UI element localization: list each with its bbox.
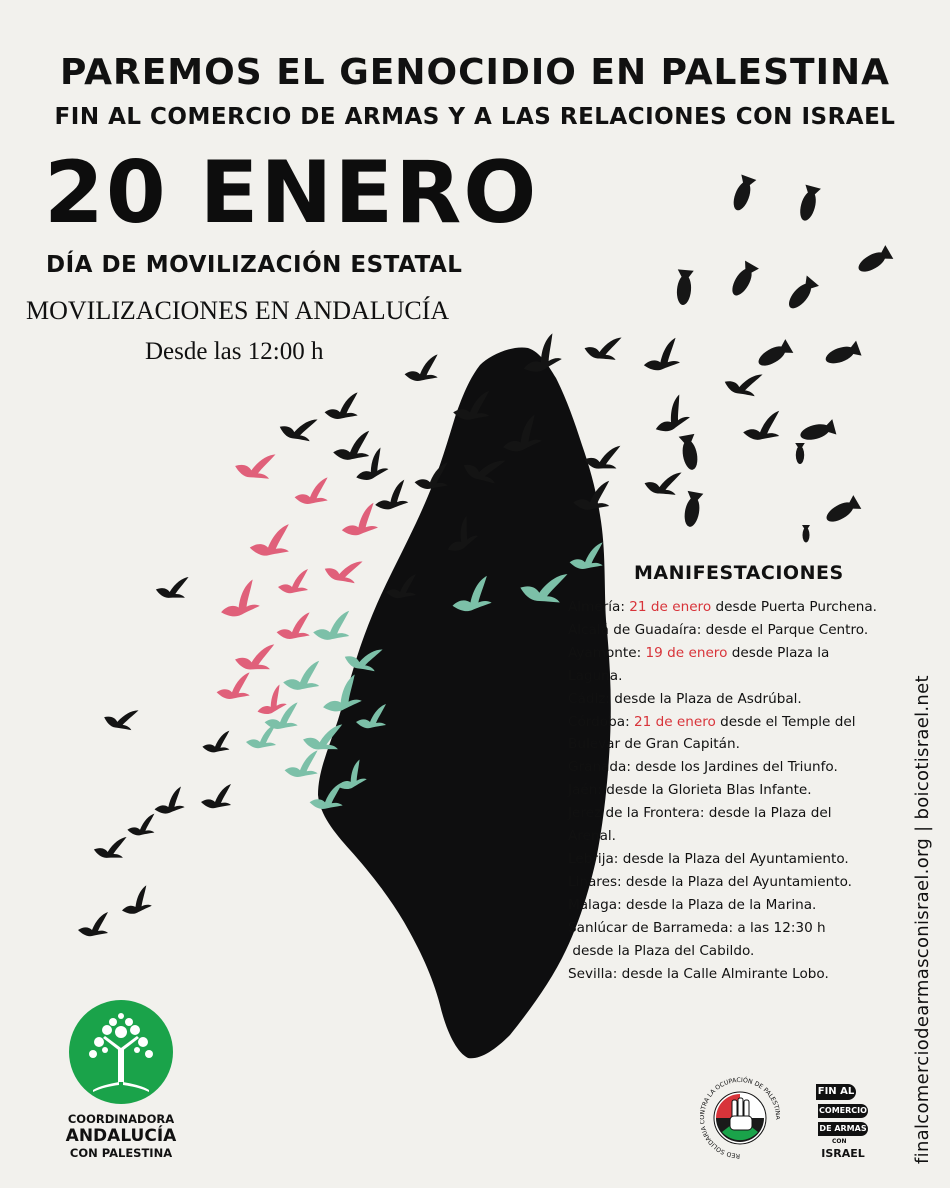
manifestacion-line xyxy=(568,802,898,825)
manifestacion-text: Sevilla: desde la Calle Almirante Lobo. xyxy=(568,965,829,982)
manifestacion-line xyxy=(568,642,898,665)
sidebar-url xyxy=(890,654,933,1164)
manifestacion-text: Jerez de la Frontera: desde la Plaza del xyxy=(568,805,832,822)
manifestacion-line xyxy=(568,756,898,779)
manifestacion-date: 21 de enero xyxy=(629,599,712,615)
manifestacion-date: 19 de enero xyxy=(645,644,728,661)
manifestacion-line xyxy=(568,665,898,688)
org-logo-line1: COORDINADORA xyxy=(67,1112,175,1126)
sidebar-url-text[interactable]: finalcomerciodearmasconisrael.org | boicotisrael.net xyxy=(912,675,933,1164)
manifestacion-text: desde el Temple del xyxy=(715,713,856,730)
red-solidaria-ring-text: RED SOLIDARIA TRA LA OCUPACIÓN DE PALESTI xyxy=(700,1076,780,1160)
fin-logo-line5: ISRAEL xyxy=(821,1147,865,1160)
manifestacion-line xyxy=(568,940,898,963)
red-solidaria-logo xyxy=(700,1076,780,1162)
org-logo-line2: ANDALUCÍA xyxy=(65,1126,177,1146)
tree-icon xyxy=(69,1000,173,1104)
manifestacion-text: Almería: xyxy=(568,599,630,615)
subheadline: FIN AL COMERCIO DE ARMAS Y A LAS RELACIONES CON ISRAEL xyxy=(54,104,896,130)
manifestacion-text: Laguna. xyxy=(568,667,623,684)
fin-comercio-logo xyxy=(812,1080,878,1166)
manifestaciones-heading: MANIFESTACIONES xyxy=(634,562,844,584)
fin-logo-line4: CON xyxy=(832,1138,847,1145)
event-date: 20 ENERO xyxy=(44,143,539,243)
manifestacion-text: Alcalá de Guadaíra: desde el Parque Centro. xyxy=(568,621,869,638)
manifestacion-text: Córdoba: xyxy=(568,713,634,730)
manifestacion-line xyxy=(568,688,898,711)
start-time: Desde las 12:00 h xyxy=(145,338,324,365)
manifestacion-date: 21 de enero xyxy=(633,713,716,730)
falling-bombs xyxy=(675,174,894,542)
manifestacion-text: Linares: desde la Plaza del Ayuntamiento. xyxy=(568,873,852,890)
org-logo-line3: CON PALESTINA xyxy=(69,1146,173,1160)
event-label: DÍA DE MOVILIZACIÓN ESTATAL xyxy=(46,252,463,278)
fin-logo-line1: FIN AL xyxy=(816,1084,856,1100)
manifestacion-text: Sanlúcar de Barrameda: a las 12:30 h xyxy=(568,919,826,936)
manifestacion-text: Arenal. xyxy=(568,828,616,845)
manifestacion-line xyxy=(568,894,898,917)
manifestacion-line xyxy=(568,825,898,848)
manifestacion-text: Granada: desde los Jardines del Triunfo. xyxy=(568,759,838,776)
fin-logo-line2: COMERCIO xyxy=(818,1104,868,1118)
manifestaciones-list xyxy=(568,596,898,985)
manifestacion-line xyxy=(568,963,898,986)
manifestacion-line xyxy=(568,779,898,802)
manifestacion-line xyxy=(568,733,898,756)
manifestacion-text: Lebrija: desde la Plaza del Ayuntamiento. xyxy=(568,850,849,867)
fin-logo-line3: DE ARMAS xyxy=(818,1122,868,1136)
manifestacion-line xyxy=(568,596,898,619)
manifestacion-text: Jaén: desde la Glorieta Blas Infante. xyxy=(568,782,812,799)
org-logo xyxy=(56,1000,186,1160)
region-label: MOVILIZACIONES EN ANDALUCÍA xyxy=(26,296,450,325)
manifestacion-text: desde Plaza la xyxy=(727,644,830,661)
manifestacion-text: desde la Plaza del Cabildo. xyxy=(568,942,755,959)
manifestacion-line xyxy=(568,848,898,871)
manifestacion-text: Cádiz: desde la Plaza de Asdrúbal. xyxy=(568,690,802,707)
manifestacion-line xyxy=(568,711,898,734)
manifestacion-text: Ayamonte: xyxy=(568,644,646,661)
manifestacion-text: Bulevar de Gran Capitán. xyxy=(568,736,740,753)
manifestacion-text: Málaga: desde la Plaza de la Marina. xyxy=(568,896,817,913)
manifestacion-line xyxy=(568,619,898,642)
manifestacion-line xyxy=(568,917,898,940)
headline: PAREMOS EL GENOCIDIO EN PALESTINA xyxy=(60,52,890,93)
manifestacion-line xyxy=(568,871,898,894)
manifestacion-text: desde Puerta Purchena. xyxy=(711,599,877,615)
